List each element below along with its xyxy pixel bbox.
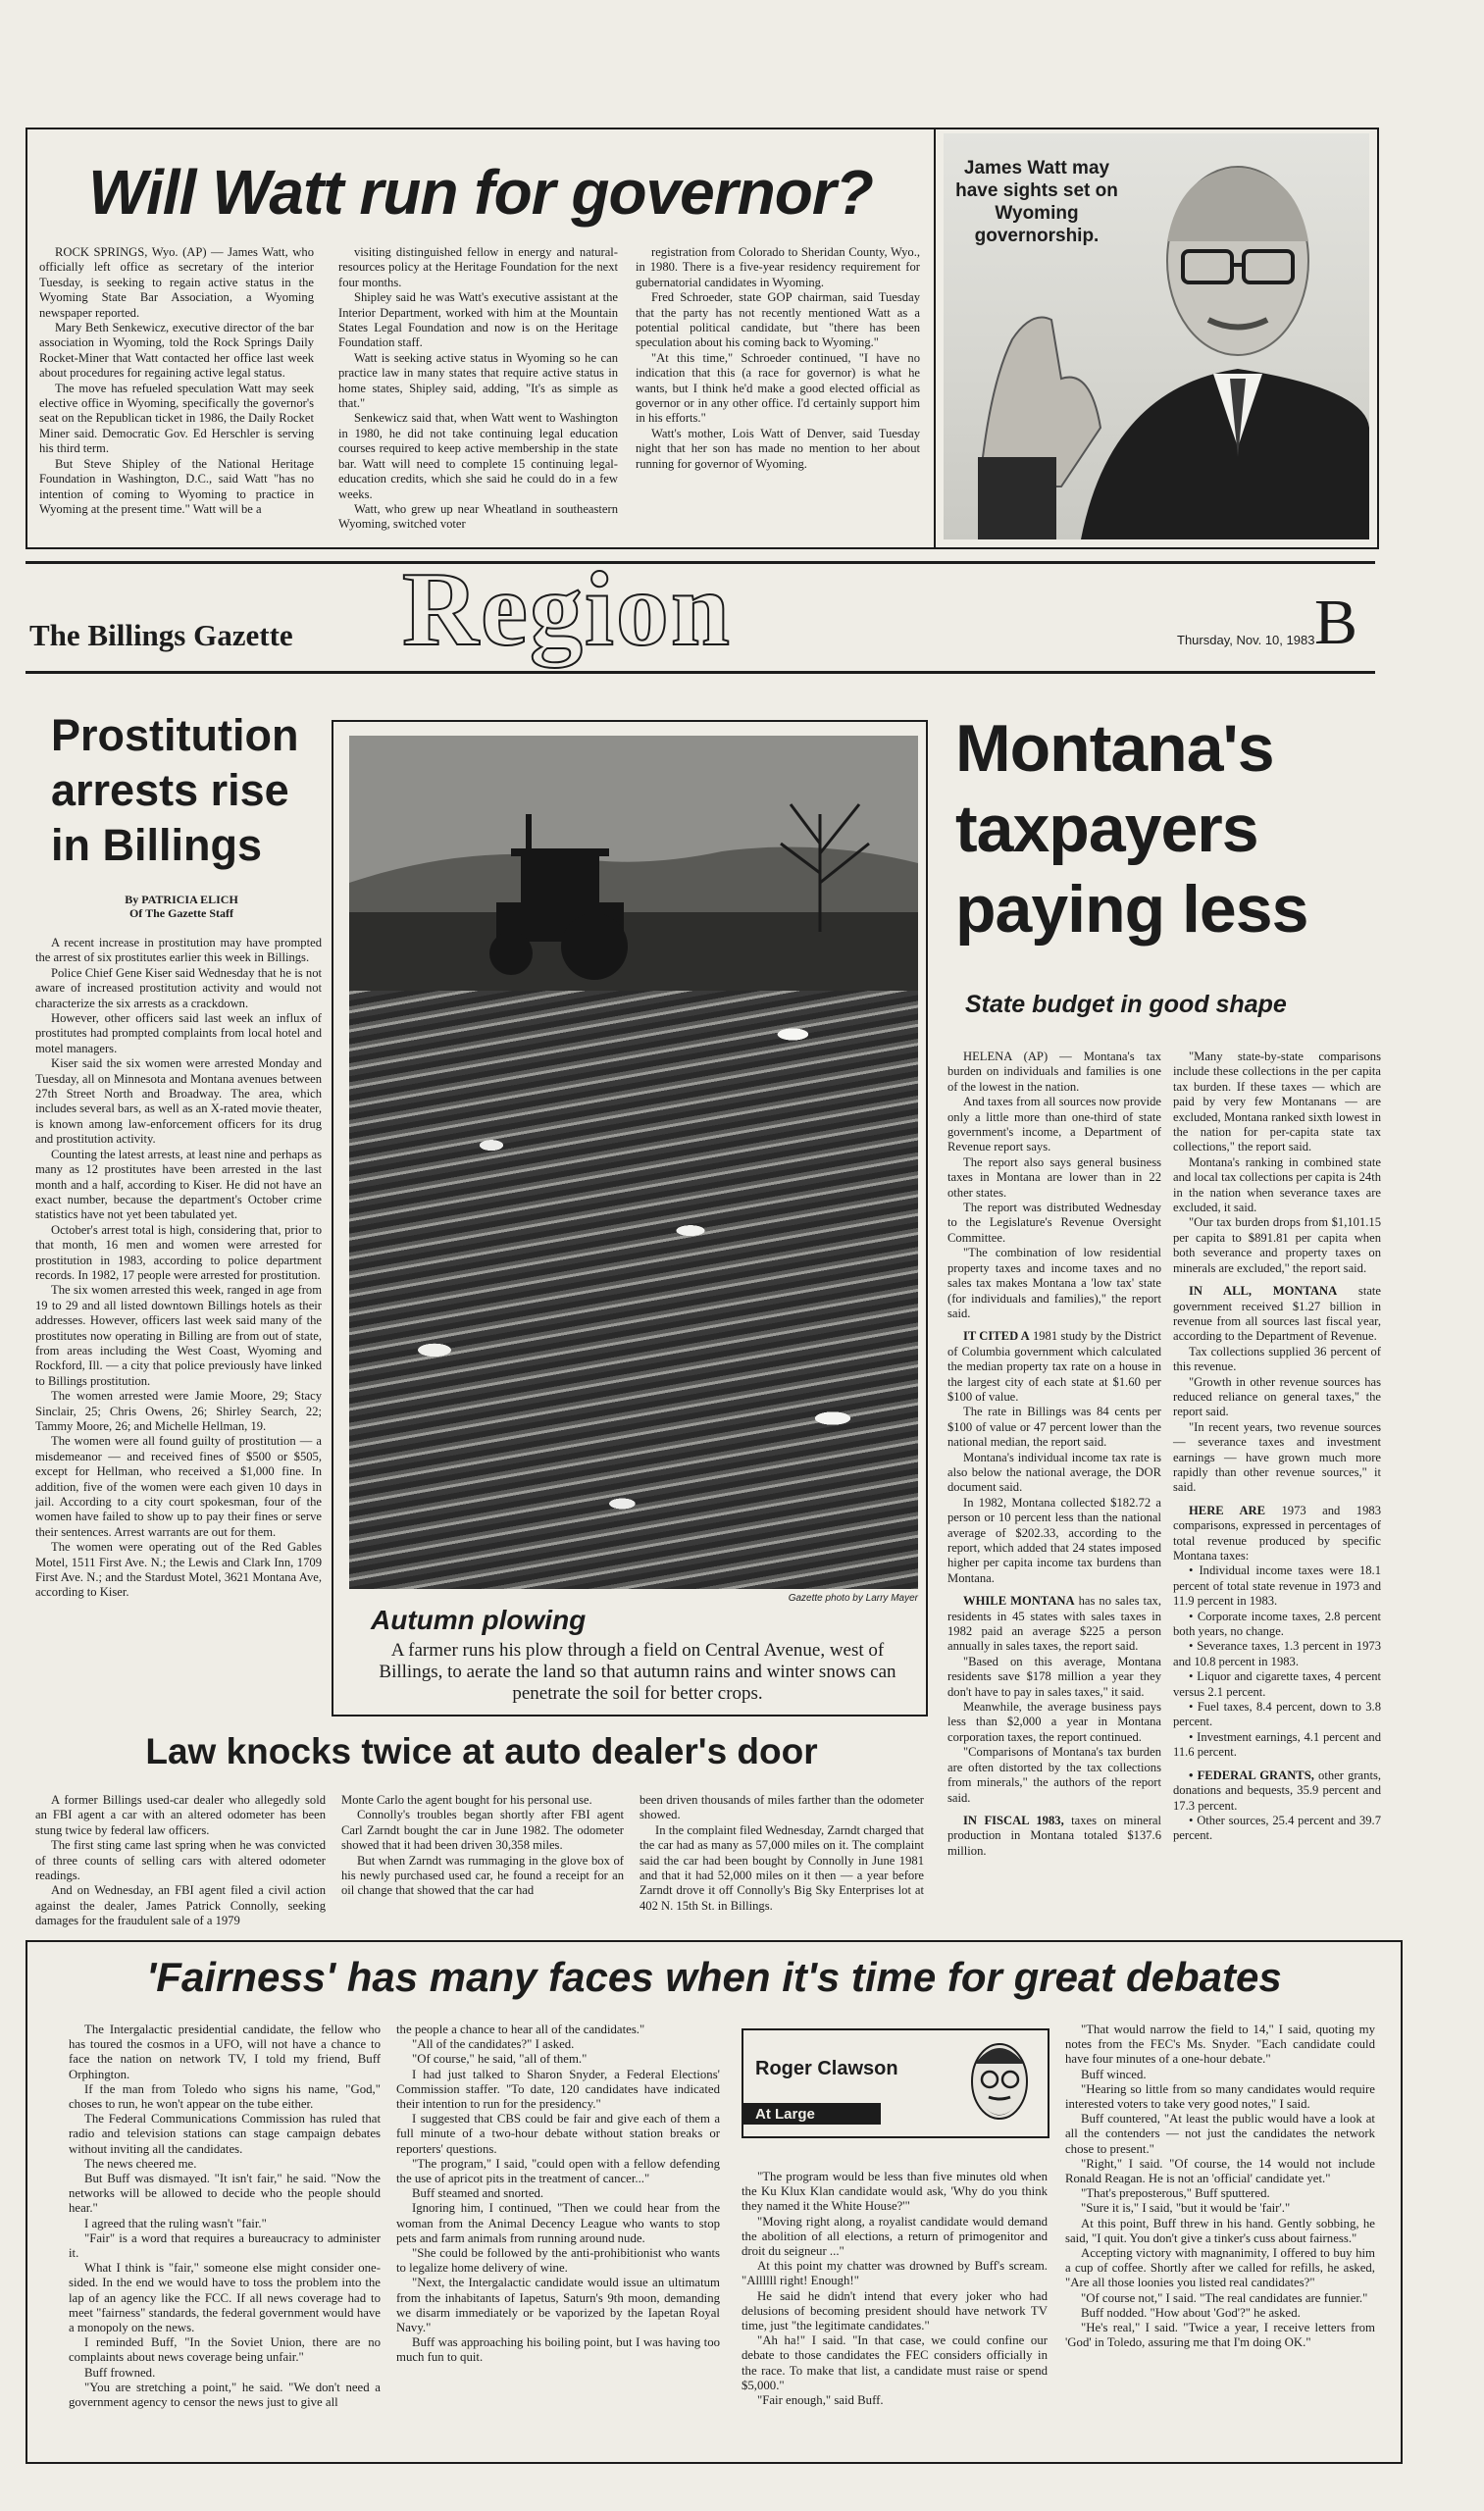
columnist-name: Roger Clawson bbox=[755, 2058, 898, 2079]
taxes-paragraph bbox=[1173, 1215, 1381, 1276]
fairness-paragraph: At this point my chatter was drowned by Buff's scream. "Allllll right! Enough!" bbox=[742, 2259, 1048, 2288]
auto-dealer-column-1 bbox=[35, 1793, 326, 1929]
taxes-paragraph bbox=[1173, 1669, 1381, 1700]
auto-dealer-paragraph: Monte Carlo the agent bought for his personal use. bbox=[341, 1793, 592, 1807]
taxes-column-1 bbox=[947, 1050, 1161, 1859]
watt-paragraph: Watt is seeking active status in Wyoming so he can practice law in many states that require active status in home states, Shipley said, adding, "It's as simple as that." bbox=[338, 350, 618, 411]
watt-headline: Will Watt run for governor? bbox=[88, 157, 873, 228]
paper-name: The Billings Gazette bbox=[29, 618, 293, 652]
taxes-text: "Many state-by-state comparisons include these collections in the per capita tax burden. If these taxes — which are paid by very few Montanans — are excluded, Montana ranked sixth lowest in the nation for per-capita state tax collections," the report said. bbox=[1173, 1050, 1381, 1154]
watt-column-1 bbox=[39, 245, 314, 517]
taxes-paragraph bbox=[947, 1201, 1161, 1246]
taxes-text: other grants, donations and bequests, 35.9 percent and 17.3 percent. bbox=[1173, 1768, 1381, 1813]
fairness-paragraph: "All of the candidates?" I asked. bbox=[412, 2037, 575, 2052]
taxes-paragraph bbox=[1173, 1155, 1381, 1216]
prostitution-paragraph: The six women arrested this week, ranged in age from 19 to 29 and all listed downtown Billings hotels as their addresses. However, officers last week said many of the prostitutes now operating in Billing are from out of state, from areas including the West Coast, Wyoming and Rockford, Ill. — a city that police previously have linked to Billings prostitution. bbox=[35, 1283, 322, 1388]
section-title: Region bbox=[402, 551, 732, 668]
taxes-text: The report also says general business taxes in Montana are lower than in 22 other states. bbox=[947, 1154, 1161, 1200]
plowing-title: Autumn plowing bbox=[371, 1605, 587, 1635]
watt-paragraph: "At this time," Schroeder continued, "I have no indication that this (a race for governor) is what he wants, but I think he'd make a good elected official as governor or in any other office. I'd certainly support him in his efforts." bbox=[636, 350, 920, 426]
taxes-paragraph bbox=[947, 1700, 1161, 1745]
taxes-paragraph bbox=[1173, 1768, 1381, 1814]
taxes-text: 1981 study by the District of Columbia government which calculated the median property tax rate on a house in the largest city of each state at $1.60 per $100 of value. bbox=[947, 1329, 1161, 1404]
auto-dealer-paragraph: The first sting came last spring when he was convicted of three counts of selling cars with altered odometer readings. bbox=[35, 1838, 326, 1883]
fairness-paragraph: "Of course," he said, "all of them." bbox=[412, 2052, 588, 2067]
taxes-text: • Severance taxes, 1.3 percent in 1973 and 10.8 percent in 1983. bbox=[1173, 1639, 1381, 1668]
taxes-text: HELENA (AP) — Montana's tax burden on individuals and families is one of the lowest in the nation. bbox=[947, 1050, 1161, 1094]
taxes-text: has no sales tax, residents in 45 states with sales taxes in 1982 paid an average $225 a person annually in sales taxes, the report said. bbox=[947, 1594, 1162, 1654]
taxes-paragraph bbox=[1173, 1420, 1381, 1496]
taxes-lead: WHILE MONTANA bbox=[963, 1594, 1075, 1609]
prostitution-paragraph: Kiser said the six women were arrested Monday and Tuesday, all on Minnesota and Montana avenues between 27th Street North and Broadway. The area, which includes several bars, as well as an X-rated movie theater, is known among law-enforcement officers for its drug and prostitution activity. bbox=[35, 1056, 322, 1147]
prostitution-paragraph: October's arrest total is high, considering that, prior to that month, 16 men and women were arrested for prostitution in 1983, according to police department records. In 1982, 17 people were arrested for prostitution. bbox=[35, 1222, 322, 1282]
taxes-paragraph bbox=[1173, 1730, 1381, 1761]
fairness-paragraph: I agreed that the ruling wasn't "fair." bbox=[84, 2216, 267, 2230]
taxes-text: The report was distributed Wednesday to the Legislature's Revenue Oversight Committee. bbox=[947, 1201, 1161, 1245]
photo-credit: Gazette photo by Larry Mayer bbox=[788, 1593, 918, 1604]
taxes-text: "Based on this average, Montana residents save $178 million a year they don't have to pay in sales taxes," it said. bbox=[947, 1654, 1161, 1699]
taxes-subhead: State budget in good shape bbox=[965, 991, 1287, 1018]
taxes-paragraph bbox=[1173, 1639, 1381, 1669]
taxes-text: "In recent years, two revenue sources — severance taxes and investment earnings — have grown much more rapidly than other revenue sources," it said. bbox=[1173, 1419, 1381, 1495]
taxes-text: state government received $1.27 billion in revenue from all sources last fiscal year, according to the Department of Revenue. bbox=[1173, 1284, 1381, 1344]
taxes-paragraph bbox=[947, 1329, 1161, 1405]
auto-dealer-paragraph: Connolly's troubles began shortly after FBI agent Carl Zarndt bought the car in June 1982. The odometer showed that it had been driven 30,358 miles. bbox=[341, 1808, 624, 1853]
taxes-text: "The combination of low residential property taxes and income taxes and no sales tax makes Montana a 'low tax' state (for individuals and families)," the report said. bbox=[947, 1246, 1161, 1320]
taxes-text: • Corporate income taxes, 2.8 percent both years, no change. bbox=[1173, 1609, 1381, 1639]
prostitution-paragraph: The women were operating out of the Red Gables Motel, 1511 First Ave. N.; the Lewis and Clark Inn, 1709 First Ave. N.; and the Stardust Motel, 3621 Montana Ave, according to Kiser. bbox=[35, 1540, 322, 1600]
watt-paragraph: registration from Colorado to Sheridan County, Wyo., in 1980. There is a five-year residency requirement for gubernatorial candidates in Wyoming. bbox=[636, 245, 920, 289]
fairness-paragraph: What I think is "fair," someone else might consider one-sided. In the end we would have to toss the problem into the lap of an agency like the FCC. If all news coverage had to meet "fairness" standards, the federal government would have a monopoly on the news. bbox=[69, 2261, 381, 2335]
fairness-paragraph: "The program," I said, "could open with a fellow defending the use of apricot pits in the treatment of cancer..." bbox=[396, 2156, 720, 2186]
taxes-lead: HERE ARE bbox=[1189, 1503, 1266, 1517]
prostitution-paragraph: Police Chief Gene Kiser said Wednesday that he is not aware of increased prostitution activity and would not characterize the six arrests as a crackdown. bbox=[35, 965, 322, 1010]
fairness-paragraph: Buff was approaching his boiling point, but I was having too much fun to quit. bbox=[396, 2335, 720, 2365]
taxes-text: taxes on mineral production in Montana totaled $137.6 million. bbox=[947, 1813, 1161, 1858]
watt-divider bbox=[934, 128, 936, 547]
fairness-paragraph: I had just talked to Sharon Snyder, a Federal Elections' Commission staffer. "To date, 120 candidates have indicated their intention to run for the presidency." bbox=[396, 2067, 720, 2112]
fairness-paragraph: The Intergalactic presidential candidate, the fellow who has toured the cosmos in a UFO, will not have a chance to face the nation on network TV, I told my friend, Buff Orphington. bbox=[69, 2023, 381, 2081]
fairness-paragraph: Buff nodded. "How about 'God'?" he asked. bbox=[1081, 2305, 1301, 2320]
taxes-text: • Investment earnings, 4.1 percent and 11.6 percent. bbox=[1173, 1729, 1381, 1760]
fairness-paragraph: "That would narrow the field to 14," I said, quoting my notes from the FEC's Ms. Snyder. "Each candidate could have four minutes of a one-hour debate." bbox=[1065, 2023, 1375, 2067]
tractor-scene-icon bbox=[349, 736, 918, 1589]
taxes-paragraph bbox=[1173, 1050, 1381, 1155]
prostitution-byline bbox=[39, 893, 324, 920]
watt-paragraph: Senkewicz said that, when Watt went to Washington in 1980, he did not take continuing legal education courses required to keep active membership in the state bar. Watt will need to complete 15 continuing legal-education credits, which she said he could do in a few weeks. bbox=[338, 411, 618, 501]
taxes-paragraph bbox=[947, 1745, 1161, 1806]
taxes-paragraph bbox=[947, 1095, 1161, 1155]
fairness-paragraph: "Ah ha!" I said. "In that case, we could confine our debate to those candidates the FEC considers officially in the race. To make that list, a candidate must raise or spend $5,000." bbox=[742, 2333, 1048, 2392]
auto-dealer-paragraph: In the complaint filed Wednesday, Zarndt charged that the car had as many as 57,000 miles on it. The complaint said the car had been bought by Connolly in June 1981 and that it had 52,000 miles on it then — a year before Zarndt drove it off Connolly's Big Sky Enterprises lot at 402 N. 15th St. in Billings. bbox=[640, 1822, 924, 1913]
taxes-text: The rate in Billings was 84 cents per $100 of value or 47 percent lower than the national median, the report said. bbox=[947, 1405, 1161, 1450]
fairness-paragraph: Buff steamed and snorted. bbox=[412, 2186, 544, 2201]
taxes-text: • Individual income taxes were 18.1 percent of total state revenue in 1973 and 11.9 percent in 1983. bbox=[1173, 1563, 1381, 1609]
taxes-text: "Our tax burden drops from $1,101.15 per capita to $891.81 per capita when both severance and property taxes on minerals are excluded," the report said. bbox=[1173, 1215, 1381, 1275]
watt-paragraph: ROCK SPRINGS, Wyo. (AP) — James Watt, who officially left office as secretary of the interior Tuesday, is seeking to regain active status in the Wyoming State Bar Association, a Wyoming newspaper reported. bbox=[39, 245, 314, 320]
taxes-paragraph bbox=[947, 1496, 1161, 1586]
auto-dealer-column-2 bbox=[341, 1793, 624, 1899]
taxes-paragraph bbox=[1173, 1504, 1381, 1564]
columnist-tag-text: At Large bbox=[755, 2106, 815, 2123]
prostitution-paragraph: Counting the latest arrests, at least nine and perhaps as many as 12 prostitutes have been arrested in the last month and a half, according to Kiser. He did not have an exact number, because the department's October crime statistics have not yet been tabulated yet. bbox=[35, 1147, 322, 1222]
taxes-paragraph bbox=[947, 1246, 1161, 1321]
plowing-caption: A farmer runs his plow through a field on Central Avenue, west of Billings, to aerate the land so that autumn rains and winter snows can penetrate the soil for better crops. bbox=[379, 1640, 896, 1704]
byline-name: By PATRICIA ELICH bbox=[125, 893, 238, 906]
masthead-rule-bottom bbox=[26, 671, 1375, 674]
watt-column-3 bbox=[636, 245, 920, 472]
fairness-paragraph: "She could be followed by the anti-prohibitionist who wants to legalize home delivery of wine. bbox=[396, 2246, 720, 2276]
watt-paragraph: Mary Beth Senkewicz, executive director of the bar association in Wyoming, told the Rock Springs Daily Rocket-Miner that Watt contacted her office last week about procedures for regaining active legal status. bbox=[39, 321, 314, 381]
fairness-paragraph: If the man from Toledo who signs his name, "God," choses to run, he won't appear on the tube either. bbox=[69, 2081, 381, 2112]
taxes-column-2 bbox=[1173, 1050, 1381, 1844]
auto-dealer-paragraph: A former Billings used-car dealer who allegedly sold an FBI agent a car with an altered odometer has been stung twice by federal law officers. bbox=[35, 1793, 326, 1837]
fairness-paragraph: Buff frowned. bbox=[84, 2365, 156, 2380]
fairness-paragraph: At this point, Buff threw in his hand. Gently sobbing, he said, "I quit. You don't give a tinker's cuss about fairness." bbox=[1065, 2216, 1375, 2245]
fairness-paragraph: Accepting victory with magnanimity, I offered to buy him a cup of coffee. Shortly after we called for refills, he asked, "Are all those loonies you listed real candidates?" bbox=[1065, 2246, 1375, 2290]
byline-staff: Of The Gazette Staff bbox=[128, 906, 234, 920]
taxes-text: In 1982, Montana collected $182.72 a person or 10 percent less than the national average of $202.33, according to the report, which added that 24 states imposed higher per capita income tax burdens than Montana. bbox=[947, 1495, 1161, 1585]
taxes-text: • Liquor and cigarette taxes, 4 percent versus 2.1 percent. bbox=[1173, 1669, 1381, 1699]
fairness-column-3 bbox=[742, 2170, 1048, 2408]
taxes-paragraph bbox=[947, 1405, 1161, 1450]
auto-dealer-paragraph: But when Zarndt was rummaging in the glove box of his newly purchased used car, he found a receipt for an oil change that showed that the car had bbox=[341, 1853, 624, 1898]
taxes-text: Montana's individual income tax rate is also below the national average, the DOR document said. bbox=[947, 1450, 1161, 1495]
taxes-paragraph bbox=[947, 1155, 1161, 1201]
taxes-lead: IT CITED A bbox=[963, 1329, 1030, 1344]
taxes-text: Montana's ranking in combined state and local tax collections per capita is 24th in the nation when severance taxes are excluded, it said. bbox=[1173, 1154, 1381, 1215]
taxes-paragraph bbox=[947, 1814, 1161, 1859]
watt-paragraph: Watt's mother, Lois Watt of Denver, said Tuesday night that her son has made no mention to her about running for governor of Wyoming. bbox=[636, 426, 920, 471]
taxes-paragraph bbox=[947, 1451, 1161, 1496]
taxes-paragraph bbox=[1173, 1284, 1381, 1345]
taxes-text: "Comparisons of Montana's tax burden are often distorted by the tax collections from minerals," the authors of the report said. bbox=[947, 1745, 1161, 1805]
masthead-date: Thursday, Nov. 10, 1983 bbox=[1177, 633, 1315, 647]
auto-dealer-headline: Law knocks twice at auto dealer's door bbox=[145, 1731, 818, 1771]
columnist-portrait-icon bbox=[955, 2034, 1044, 2132]
fairness-paragraph: "You are stretching a point," he said. "We don't need a government agency to censor the news just to give all bbox=[69, 2380, 381, 2410]
auto-dealer-paragraph: been driven thousands of miles farther than the odometer showed. bbox=[640, 1793, 924, 1822]
fairness-column-2 bbox=[396, 2023, 720, 2366]
taxes-lead: IN ALL, MONTANA bbox=[1189, 1284, 1338, 1299]
taxes-text: Tax collections supplied 36 percent of this revenue. bbox=[1173, 1344, 1381, 1374]
prostitution-paragraph: However, other officers said last week an influx of prostitutes had prompted complaints from local hotel and motel managers. bbox=[35, 1011, 322, 1055]
fairness-paragraph: Buff winced. bbox=[1081, 2067, 1147, 2081]
columnist-box bbox=[742, 2028, 1049, 2138]
fairness-paragraph: I suggested that CBS could be fair and give each of them a full minute of a two-hour debate without station breaks or reporters' questions. bbox=[396, 2112, 720, 2156]
taxes-paragraph bbox=[947, 1050, 1161, 1095]
taxes-paragraph bbox=[1173, 1814, 1381, 1844]
section-letter: B bbox=[1314, 587, 1358, 658]
prostitution-paragraph: A recent increase in prostitution may have prompted the arrest of six prostitutes earlier this week in Billings. bbox=[35, 936, 322, 965]
taxes-paragraph bbox=[1173, 1610, 1381, 1640]
fairness-paragraph: "Moving right along, a royalist candidate would demand the abolition of all elections, a return of primogenitor and droit du seigneur ..." bbox=[742, 2214, 1048, 2259]
taxes-paragraph bbox=[947, 1594, 1161, 1655]
fairness-paragraph: He said he didn't intend that every joker who had delusions of becoming president should have network TV time, just "the legitimate candidates." bbox=[742, 2288, 1048, 2333]
watt-paragraph: Fred Schroeder, state GOP chairman, said Tuesday that the party has not recently mentioned Watt as a potential political candidate, but "there has been speculation about his coming back to Wyoming." bbox=[636, 290, 920, 350]
taxes-lead: IN FISCAL 1983, bbox=[963, 1813, 1064, 1827]
watt-paragraph: Shipley said he was Watt's executive assistant at the Interior Department, worked with him at the Mountain States Legal Foundation and now is on the Heritage Foundation staff. bbox=[338, 290, 618, 350]
taxes-text: 1973 and 1983 comparisons, expressed in percentages of total revenue produced by specific Montana taxes: bbox=[1173, 1503, 1381, 1563]
prostitution-body bbox=[35, 936, 322, 1601]
taxes-lead: • FEDERAL GRANTS, bbox=[1189, 1768, 1314, 1782]
watt-photo-caption: James Watt may have sights set on Wyoming governorship. bbox=[955, 158, 1118, 246]
watt-paragraph: But Steve Shipley of the National Heritage Foundation in Washington, D.C., said Watt "has no intention of coming to Wyoming to practice in Wyoming at the present time." Watt will be a bbox=[39, 456, 314, 516]
fairness-paragraph: "Next, the Intergalactic candidate would issue an ultimatum from the inhabitants of Iapetus, Saturn's 9th moon, demanding we disarm immediately or be vaporized by the Iapetan Royal Navy." bbox=[396, 2276, 720, 2335]
auto-dealer-column-3 bbox=[640, 1793, 924, 1914]
fairness-paragraph: "Hearing so little from so many candidates would require interested voters to take very good notes," I said. bbox=[1065, 2081, 1375, 2112]
taxes-paragraph bbox=[1173, 1375, 1381, 1420]
fairness-paragraph: "He's real," I said. "Twice a year, I receive letters from 'God' in Toledo, assuring me that I'm doing OK." bbox=[1065, 2321, 1375, 2350]
fairness-column-1 bbox=[69, 2023, 381, 2410]
watt-paragraph: visiting distinguished fellow in energy and natural-resources policy at the Heritage Foundation for the next four months. bbox=[338, 245, 618, 289]
taxes-headline: Montana's taxpayers paying less bbox=[955, 711, 1308, 947]
fairness-paragraph: The news cheered me. bbox=[84, 2156, 197, 2171]
fairness-headline: 'Fairness' has many faces when it's time for great debates bbox=[146, 1954, 1282, 2000]
taxes-text: • Other sources, 25.4 percent and 39.7 percent. bbox=[1173, 1813, 1381, 1843]
prostitution-paragraph: The women arrested were Jamie Moore, 29; Stacy Sinclair, 25; Chris Owens, 26; Shirley Search, 22; Tammy Moore, 26; and Michelle Hellman, 19. bbox=[35, 1389, 322, 1433]
prostitution-headline: Prostitution arrests rise in Billings bbox=[51, 710, 299, 870]
fairness-paragraph: "The program would be less than five minutes old when the Ku Klux Klan candidate would ask, 'Why do you think they named it the White House?'" bbox=[742, 2170, 1048, 2214]
fairness-paragraph: "Right," I said. "Of course, the 14 would not include Ronald Reagan. He is not an 'official' candidate yet." bbox=[1065, 2156, 1375, 2186]
fairness-paragraph: I reminded Buff, "In the Soviet Union, there are no complaints about news coverage being unfair." bbox=[69, 2335, 381, 2365]
fairness-paragraph: "That's preposterous," Buff sputtered. bbox=[1081, 2186, 1270, 2201]
taxes-text: Meanwhile, the average business pays less than $2,000 a year in Montana corporation taxes, the report continued. bbox=[947, 1700, 1161, 1744]
fairness-paragraph: "Sure it is," I said, "but it would be 'fair'." bbox=[1081, 2201, 1291, 2216]
plowing-photo bbox=[349, 736, 918, 1589]
watt-paragraph: The move has refueled speculation Watt may seek elective office in Wyoming, specifically the governor's seat on the Republican ticket in 1986, the Daily Rocket Miner said. Democratic Gov. Ed Herschler is serving his third term. bbox=[39, 381, 314, 456]
taxes-paragraph bbox=[1173, 1700, 1381, 1730]
taxes-text: And taxes from all sources now provide only a little more than one-third of state government's income, a Department of Revenue report says. bbox=[947, 1095, 1161, 1154]
auto-dealer-paragraph: And on Wednesday, an FBI agent filed a civil action against the dealer, James Patrick Connolly, seeking damages for the fraudulent sale of a 1979 bbox=[35, 1883, 326, 1928]
taxes-text: • Fuel taxes, 8.4 percent, down to 3.8 percent. bbox=[1173, 1700, 1381, 1729]
fairness-paragraph: Ignoring him, I continued, "Then we could hear from the woman from the Animal Decency League who wants to stop pets and farm animals from running around nude. bbox=[396, 2201, 720, 2245]
fairness-column-4 bbox=[1065, 2023, 1375, 2350]
columnist-tag bbox=[743, 2103, 881, 2125]
fairness-paragraph: the people a chance to hear all of the candidates." bbox=[396, 2023, 645, 2036]
watt-column-2 bbox=[338, 245, 618, 533]
taxes-paragraph bbox=[1173, 1345, 1381, 1375]
fairness-paragraph: The Federal Communications Commission has ruled that radio and television stations can stage campaign debates without inviting all the candidates. bbox=[69, 2112, 381, 2156]
fairness-paragraph: "Fair enough," said Buff. bbox=[757, 2393, 884, 2408]
taxes-paragraph bbox=[947, 1655, 1161, 1700]
prostitution-paragraph: The women were all found guilty of prostitution — a misdemeanor — and received fines of $500 or $505, except for Hellman, who received a $1,000 fine. In addition, five of the women were each given 10 days in jail. According to a city court spokesman, four of the women have failed to show up to pay their fines or serve their sentences. Arrest warrants are out for them. bbox=[35, 1434, 322, 1539]
taxes-paragraph bbox=[1173, 1563, 1381, 1609]
watt-paragraph: Watt, who grew up near Wheatland in southeastern Wyoming, switched voter bbox=[338, 501, 618, 532]
taxes-text: "Growth in other revenue sources has reduced reliance on general taxes," the report said. bbox=[1173, 1374, 1381, 1419]
fairness-paragraph: "Fair" is a word that requires a bureaucracy to administer it. bbox=[69, 2230, 381, 2261]
fairness-paragraph: "Of course not," I said. "The real candidates are funnier." bbox=[1081, 2290, 1368, 2305]
fairness-paragraph: Buff countered, "At least the public would have a look at all the contenders — not just the candidates the network chose to present." bbox=[1065, 2112, 1375, 2156]
fairness-paragraph: But Buff was dismayed. "It isn't fair," he said. "Now the networks will be allowed to decide who the people should hear." bbox=[69, 2172, 381, 2216]
